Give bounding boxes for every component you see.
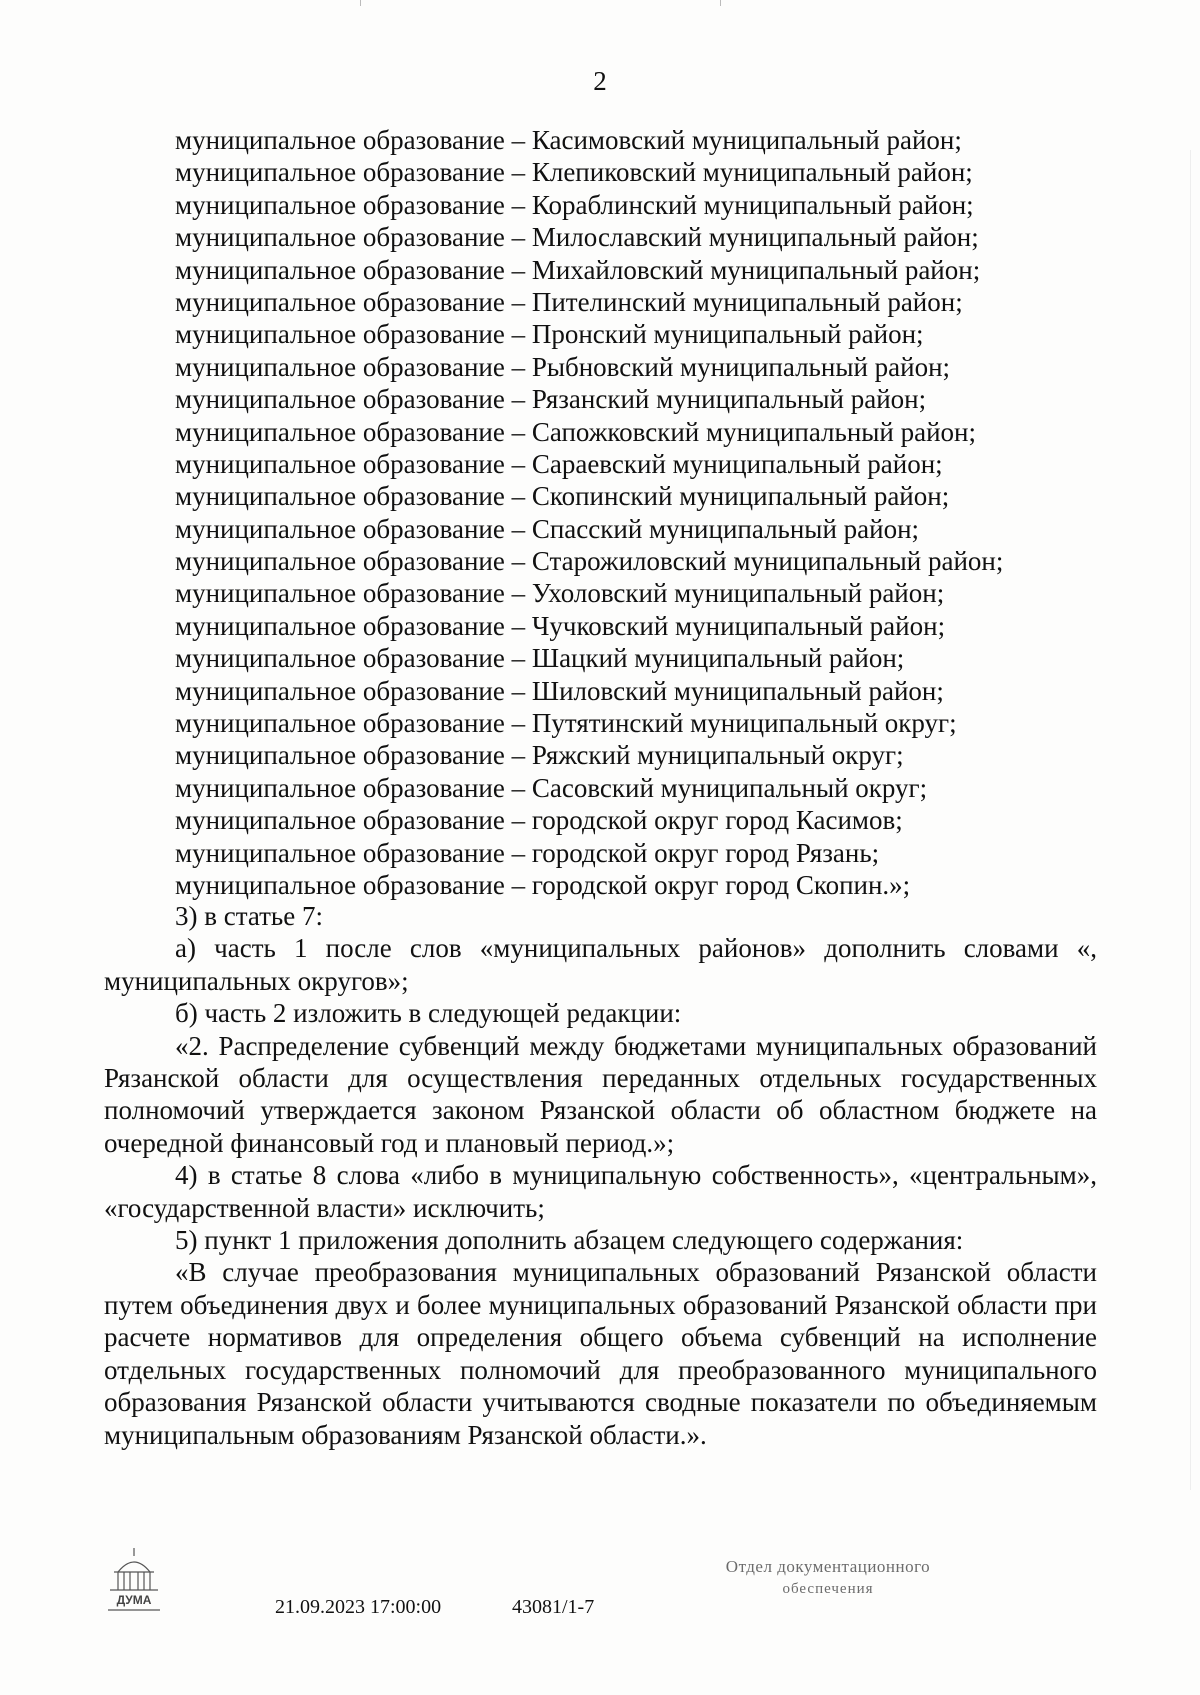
scan-mark [720, 0, 721, 6]
list-item: муниципальное образование – Ухоловский муниципальный район; [175, 578, 945, 609]
stamp-line-1: Отдел документационного [725, 1557, 931, 1576]
list-item: муниципальное образование – Спасский муниципальный район; [175, 513, 920, 544]
list-item: муниципальное образование – городской округ город Рязань; [175, 837, 880, 868]
list-item: муниципальное образование – Клепиковский муниципальный район; [175, 157, 973, 188]
list-item: муниципальное образование – Путятинский муниципальный округ; [175, 708, 957, 739]
department-stamp [688, 1556, 968, 1600]
duma-seal-icon [104, 1546, 164, 1614]
list-item: муниципальное образование – Сасовский муниципальный округ; [175, 772, 928, 803]
list-item: муниципальное образование – Пителинский муниципальный район; [175, 286, 963, 317]
list-item: муниципальное образование – городской округ город Скопин.»; [175, 869, 911, 900]
list-item: муниципальное образование – Скопинский муниципальный район; [175, 481, 950, 512]
list-item: муниципальное образование – городской округ город Касимов; [175, 805, 903, 836]
item-3a: а) часть 1 после слов «муниципальных районов» дополнить словами «, муниципальных округов»; [104, 933, 1097, 996]
list-item: муниципальное образование – Михайловский муниципальный район; [175, 254, 981, 285]
list-item: муниципальное образование – Шацкий муниципальный район; [175, 643, 905, 674]
municipality-list [175, 124, 1135, 901]
svg-text:ДУМА: ДУМА [116, 1593, 152, 1607]
list-item: муниципальное образование – Кораблинский муниципальный район; [175, 189, 974, 220]
item-4: 4) в статье 8 слова «либо в муниципальную собственность», «центральным», «государственной власти» исключить; [104, 1160, 1097, 1223]
footer-doc-number: 43081/1-7 [512, 1596, 595, 1618]
stamp-line-2: обеспечения [782, 1581, 874, 1597]
scan-edge [1190, 150, 1191, 1490]
list-item: муниципальное образование – Рыбновский муниципальный район; [175, 351, 951, 382]
item-3: 3) в статье 7: [175, 901, 323, 931]
list-item: муниципальное образование – Старожиловский муниципальный район; [175, 546, 1004, 577]
list-item: муниципальное образование – Касимовский муниципальный район; [175, 125, 962, 155]
page-number: 2 [593, 66, 607, 96]
footer-date: 21.09.2023 17:00:00 [275, 1596, 442, 1618]
scan-mark [360, 0, 361, 6]
quote-part-2: «2. Распределение субвенций между бюджетами муниципальных образований Рязанской области для осуществления переданных отдельных государственных полномочий утверждается законом Рязанской области об областном бюджете на очередной финансовый год и плановый период.»; [104, 1030, 1097, 1158]
document-body [104, 900, 1097, 1451]
list-item: муниципальное образование – Ряжский муниципальный округ; [175, 740, 904, 771]
quote-appendix: «В случае преобразования муниципальных образований Рязанской области путем объединения двух и более муниципальных образований Рязанской области при расчете нормативов для определения общего объема субвенций на исполнение отдельных государственных полномочий для преобразованного муниципального образования Рязанской области учитываются сводные показатели по объединяемым муниципальным образованиям Рязанской области.». [104, 1257, 1097, 1450]
list-item: муниципальное образование – Шиловский муниципальный район; [175, 675, 944, 706]
list-item: муниципальное образование – Милославский муниципальный район; [175, 222, 979, 253]
item-3b: б) часть 2 изложить в следующей редакции: [175, 998, 682, 1029]
list-item: муниципальное образование – Сапожковский муниципальный район; [175, 416, 977, 447]
list-item: муниципальное образование – Рязанский муниципальный район; [175, 384, 927, 415]
item-5: 5) пункт 1 приложения дополнить абзацем следующего содержания: [175, 1225, 964, 1256]
list-item: муниципальное образование – Пронский муниципальный район; [175, 319, 924, 350]
list-item: муниципальное образование – Сараевский муниципальный район; [175, 448, 943, 479]
list-item: муниципальное образование – Чучковский муниципальный район; [175, 610, 946, 641]
